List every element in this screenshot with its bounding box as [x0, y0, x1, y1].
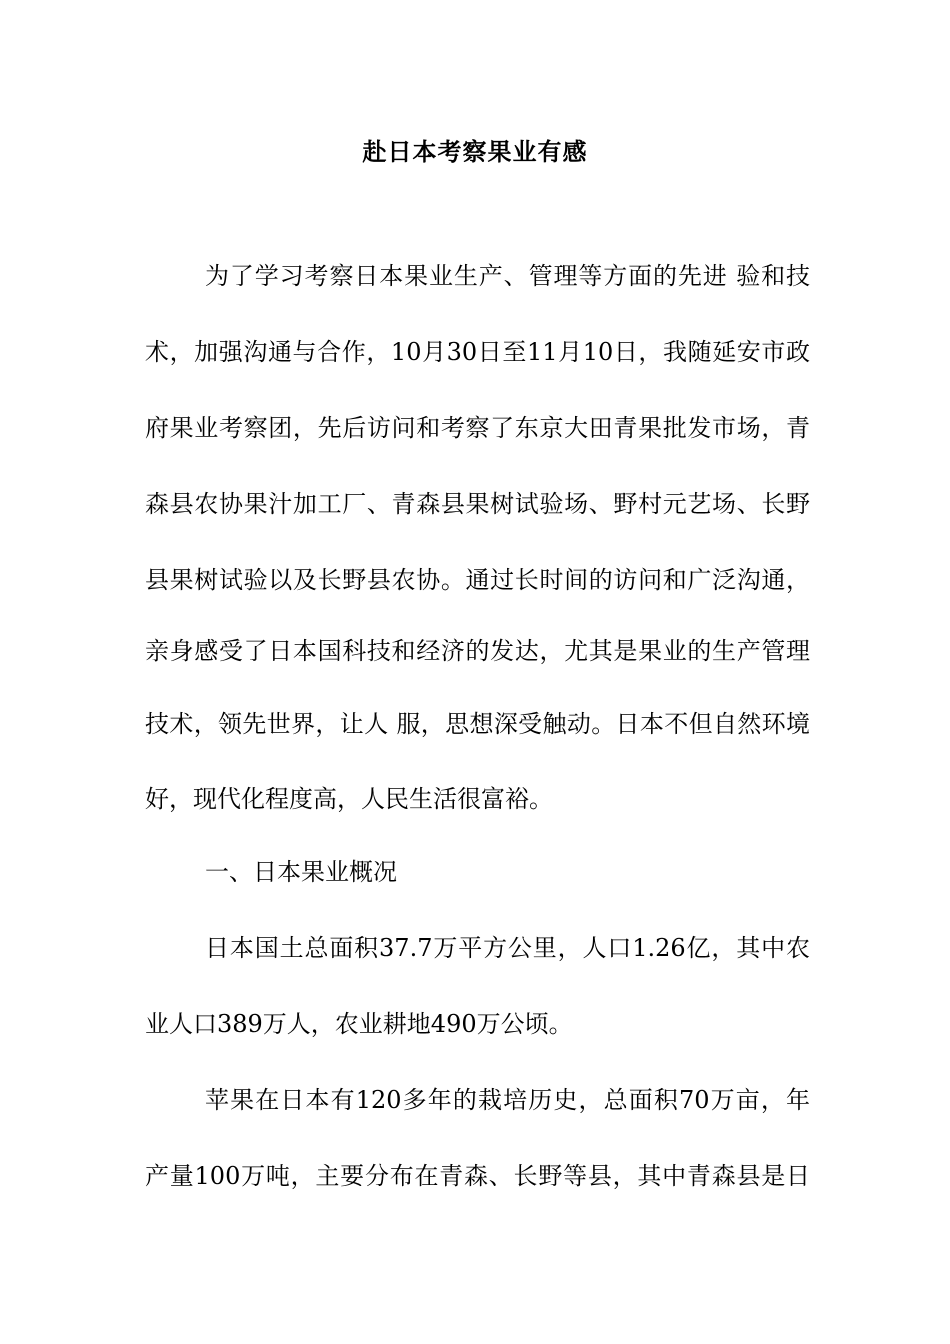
paragraph-line: 业人口389万人，农业耕地490万公顷。 — [145, 1010, 573, 1038]
paragraph-line: 产量100万吨，主要分布在青森、长野等县，其中青森县是日 — [145, 1162, 810, 1190]
paragraph-line: 好，现代化程度高，人民生活很富裕。 — [145, 785, 553, 813]
section-heading: 一、日本果业概况 — [205, 858, 397, 886]
paragraph-line: 技术，领先世界，让人 服，思想深受触动。日本不但自然环境 — [145, 710, 810, 738]
paragraph-line: 术，加强沟通与合作，10月30日至11月10日，我随延安市政 — [145, 338, 810, 366]
paragraph-line: 县果树试验以及长野县农协。通过长时间的访问和广泛沟通， — [145, 566, 810, 594]
paragraph-line: 亲身感受了日本国科技和经济的发达，尤其是果业的生产管理 — [145, 637, 810, 665]
document-title: 赴日本考察果业有感 — [362, 137, 588, 166]
paragraph-line: 府果业考察团，先后访问和考察了东京大田青果批发市场，青 — [145, 414, 810, 442]
paragraph-line: 苹果在日本有120多年的栽培历史，总面积70万亩，年 — [205, 1086, 810, 1114]
paragraph-line: 为了学习考察日本果业生产、管理等方面的先进 验和技 — [205, 262, 810, 290]
paragraph-line: 日本国土总面积37.7万平方公里，人口1.26亿，其中农 — [205, 934, 810, 962]
paragraph-line: 森县农协果汁加工厂、青森县果树试验场、野村元艺场、长野 — [145, 490, 810, 518]
